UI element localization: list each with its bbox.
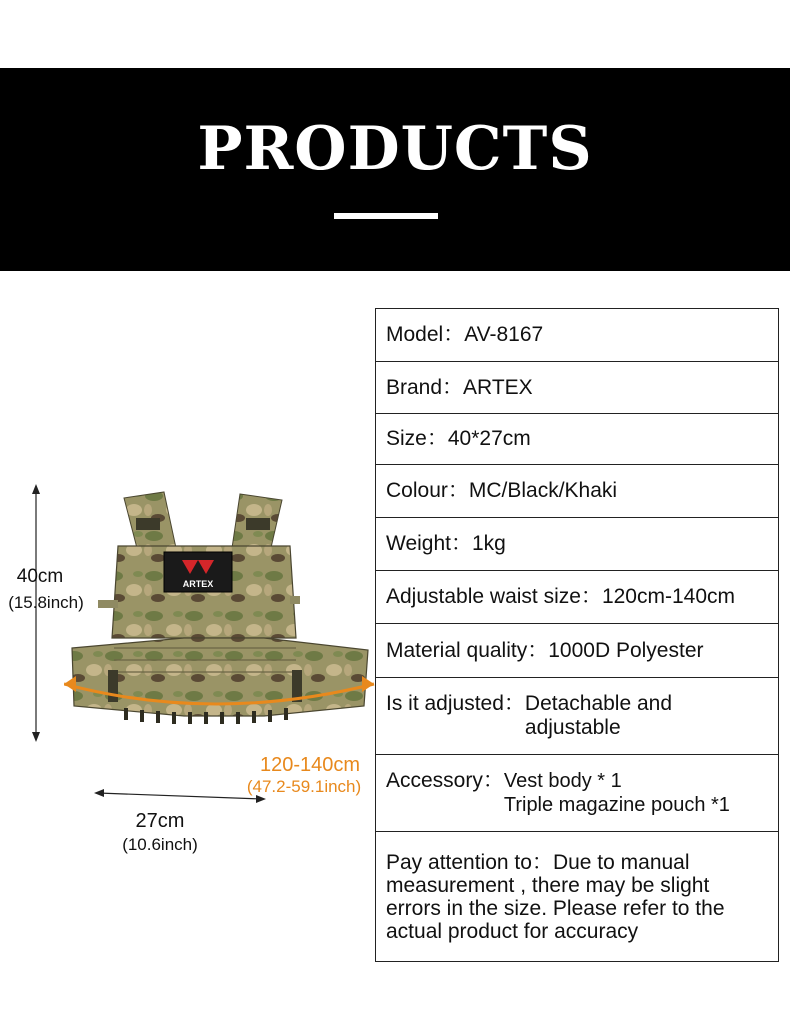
spec-label: Is it adjusted： <box>386 692 525 715</box>
spec-row-brand <box>376 362 779 414</box>
spec-row-material <box>376 624 779 678</box>
spec-row-weight <box>376 518 779 571</box>
page-title: PRODUCTS <box>197 114 593 184</box>
spec-row-accessory <box>376 755 779 832</box>
spec-label: Brand： <box>386 375 464 399</box>
brand-patch <box>164 552 232 592</box>
spec-value: errors in the size. Please refer to the <box>386 896 725 920</box>
spec-row-model <box>376 309 779 362</box>
spec-value: Triple magazine pouch *1 <box>503 794 730 816</box>
spec-value: MC/Black/Khaki <box>468 479 618 502</box>
height-inch: (15.8inch) <box>8 593 84 612</box>
spec-row-adjusted <box>376 678 779 755</box>
spec-value: actual product for accuracy <box>386 919 639 943</box>
spec-value: 120cm-140cm <box>601 585 735 608</box>
height-cm: 40cm <box>16 566 64 587</box>
spec-row-size <box>376 414 779 465</box>
spec-label: Material quality： <box>386 638 549 662</box>
spec-value: Due to manual <box>552 850 690 874</box>
width-cm: 27cm <box>135 810 185 832</box>
waist-inch: (47.2-59.1inch) <box>246 777 362 796</box>
spec-row-colour <box>376 465 779 518</box>
spec-value: adjustable <box>524 716 621 739</box>
spec-label: Colour： <box>386 479 469 502</box>
spec-label: Accessory： <box>386 769 504 792</box>
patch-text: ARTEX <box>182 579 214 589</box>
spec-value: Detachable and <box>524 692 673 715</box>
spec-label: Weight： <box>386 532 472 555</box>
spec-label: Model： <box>386 323 465 346</box>
spec-table <box>375 308 779 962</box>
spec-value: ARTEX <box>463 375 533 399</box>
width-inch: (10.6inch) <box>122 835 198 854</box>
spec-label: Adjustable waist size： <box>386 585 602 608</box>
title-underline <box>334 213 438 219</box>
spec-value: 40*27cm <box>447 427 531 450</box>
spec-value: AV-8167 <box>464 323 544 346</box>
spec-row-waist <box>376 571 779 624</box>
spec-label: Pay attention to： <box>386 850 553 874</box>
spec-value: 1kg <box>471 532 506 555</box>
spec-label: Size： <box>386 427 448 450</box>
spec-row-notice <box>376 832 779 962</box>
spec-value: measurement , there may be slight <box>386 873 710 897</box>
spec-value: Vest body * 1 <box>503 770 622 792</box>
product-image <box>64 488 380 743</box>
waist-cm: 120-140cm <box>259 754 361 776</box>
spec-value: 1000D Polyester <box>548 638 704 662</box>
